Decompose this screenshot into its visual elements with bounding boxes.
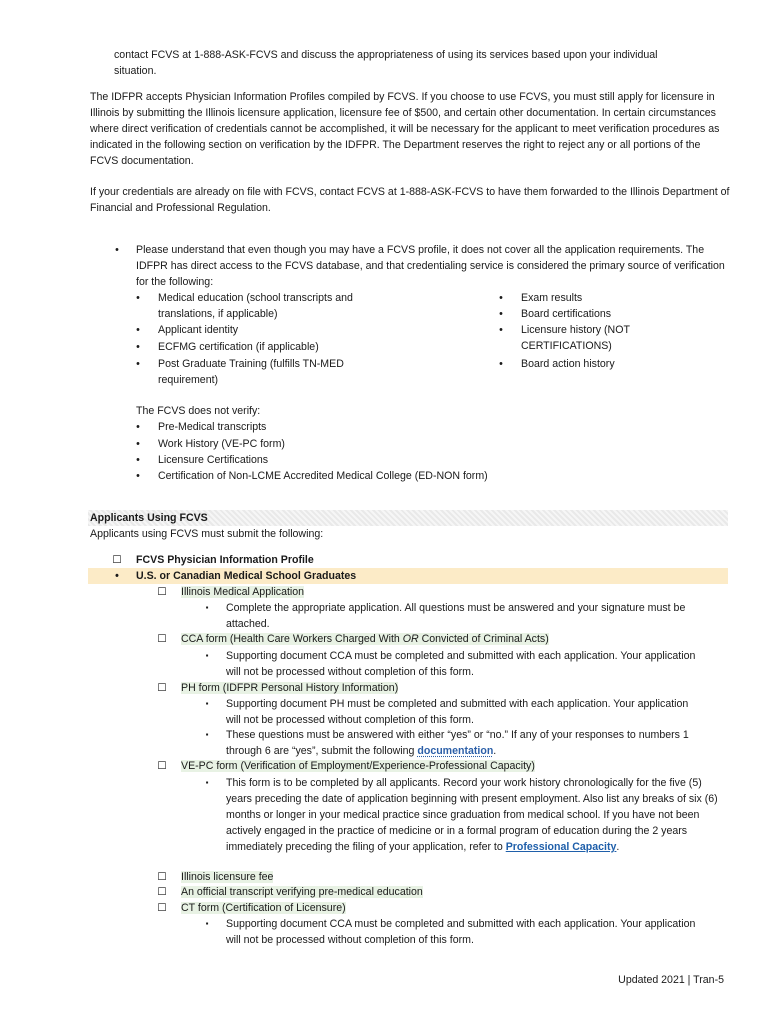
not-verified-item: Work History (VE-PC form)	[158, 438, 285, 450]
section-intro: Applicants using FCVS must submit the following:	[90, 528, 324, 540]
vepc-form-note	[226, 775, 724, 855]
ph-form-label: PH form (IDFPR Personal History Information)	[181, 682, 399, 694]
verified-item: Applicant identity	[158, 324, 239, 336]
checkbox-icon: ☐	[157, 682, 167, 694]
bullet-glyph: •	[136, 438, 140, 450]
bullet-glyph: •	[115, 244, 119, 256]
illinois-application-note: Complete the appropriate application. All questions must be answered and your signature must be attached.	[226, 602, 686, 630]
square-bullet-icon: ▪	[205, 699, 209, 708]
checkbox-icon: ☐	[157, 871, 167, 883]
licensure-fee-label: Illinois licensure fee	[181, 871, 274, 883]
cca-form-note: Supporting document CCA must be completed and submitted with each application. Your application will not be processed without completion of this form.	[226, 650, 696, 678]
checkbox-icon: ☐	[157, 633, 167, 645]
credentials-on-file-paragraph: If your credentials are already on file with FCVS, contact FCVS at 1-888-ASK-FCVS to have them forwarded to the Illinois Department of Financial and Professional Regulation.	[90, 186, 730, 214]
documentation-link[interactable]: documentation	[417, 745, 494, 757]
vepc-note-text: This form is to be completed by all applicants. Record your work history chronologically for the five (5) years preceding the date of application beginning with present employment. Also list any breaks of six (6) months or longer in your medical practice since graduation from medical school. If you have not been actively engaged in the practice of medicine or in a formal program of education during the 2 years immediately preceding the filing of your application, refer to	[226, 777, 718, 853]
verified-item: Exam results	[521, 292, 583, 304]
verified-item: Licensure history (NOT CERTIFICATIONS)	[521, 324, 630, 352]
verified-item: Board certifications	[521, 308, 612, 320]
square-bullet-icon: ▪	[205, 778, 209, 787]
professional-capacity-link[interactable]: Professional Capacity	[505, 841, 617, 853]
checkbox-icon: ☐	[157, 886, 167, 898]
understand-bullet-text: Please understand that even though you may have a FCVS profile, it does not cover all the application requirements. The IDFPR has direct access to the FCVS database, and that credentialing service is considered the primary source of verification for the following:	[136, 244, 725, 288]
not-verify-heading: The FCVS does not verify:	[136, 405, 261, 417]
square-bullet-icon: ▪	[205, 730, 209, 739]
vepc-form-label: VE-PC form (Verification of Employment/Experience-Professional Capacity)	[181, 760, 535, 772]
ct-form-note: Supporting document CCA must be completed and submitted with each application. Your application will not be processed without completion of this form.	[226, 918, 696, 946]
checkbox-icon: ☐	[157, 902, 167, 914]
bullet-glyph: •	[136, 454, 140, 466]
cca-label-or: OR	[402, 633, 419, 645]
bullet-glyph: •	[115, 570, 119, 582]
illinois-application-label: Illinois Medical Application	[181, 586, 305, 598]
idfpr-accepts-paragraph: The IDFPR accepts Physician Information Profiles compiled by FCVS. If you choose to use FCVS, you must still apply for licensure in Illinois by submitting the Illinois licensure application, licensure fee of $500, and certain other documentation. In certain circumstances where direct verification of credentials cannot be accomplished, it will be necessary for the applicant to meet verification procedures as indicated in the following section on verification by the IDFPR. The Department reserves the right to reject any or all portions of the FCVS documentation.	[90, 91, 720, 167]
not-verified-item: Pre-Medical transcripts	[158, 421, 267, 433]
bullet-glyph: •	[136, 421, 140, 433]
ph-note-2-end: .	[493, 745, 497, 757]
cca-label-post: Convicted of Criminal Acts)	[418, 633, 549, 645]
ph-note-2-text: These questions must be answered with either “yes” or “no.” If any of your responses to numbers 1 through 6 are “yes”, submit the following	[226, 729, 689, 757]
not-verified-item: Certification of Non-LCME Accredited Medical College (ED-NON form)	[158, 470, 488, 482]
verified-item: Board action history	[521, 358, 615, 370]
ph-form-note-2	[226, 727, 696, 759]
bullet-glyph: •	[136, 324, 140, 336]
square-bullet-icon: ▪	[205, 651, 209, 660]
intro-line-2: situation.	[114, 65, 157, 77]
graduates-heading: U.S. or Canadian Medical School Graduates	[136, 570, 357, 582]
cca-label-pre: CCA form (Health Care Workers Charged With	[181, 633, 403, 645]
square-bullet-icon: ▪	[205, 919, 209, 928]
not-verified-item: Licensure Certifications	[158, 454, 269, 466]
checkbox-icon: ☐	[157, 586, 167, 598]
checkbox-icon: ☐	[112, 554, 122, 566]
bullet-glyph: •	[136, 358, 140, 370]
square-bullet-icon: ▪	[205, 603, 209, 612]
section-title: Applicants Using FCVS	[90, 512, 208, 524]
checkbox-icon: ☐	[157, 760, 167, 772]
bullet-glyph: •	[136, 470, 140, 482]
bullet-glyph: •	[136, 341, 140, 353]
verified-item: ECFMG certification (if applicable)	[158, 341, 319, 353]
ph-form-note-1: Supporting document PH must be completed and submitted with each application. Your application will not be processed without completion of this form.	[226, 698, 689, 726]
verified-item: Post Graduate Training (fulfills TN-MED requirement)	[158, 358, 344, 386]
bullet-glyph: •	[136, 292, 140, 304]
intro-line-1: contact FCVS at 1-888-ASK-FCVS and discuss the appropriateness of using its services based upon your individual	[114, 49, 658, 61]
page-footer: Updated 2021 | Tran-5	[618, 974, 724, 986]
bullet-glyph: •	[499, 292, 503, 304]
cca-form-label	[181, 633, 549, 645]
ct-form-label: CT form (Certification of Licensure)	[181, 902, 346, 914]
bullet-glyph: •	[499, 358, 503, 370]
bullet-glyph: •	[499, 324, 503, 336]
bullet-glyph: •	[499, 308, 503, 320]
vepc-note-end: .	[616, 841, 620, 853]
verified-item: Medical education (school transcripts and translations, if applicable)	[158, 292, 353, 320]
fcvs-profile-item: FCVS Physician Information Profile	[136, 554, 314, 566]
transcript-label: An official transcript verifying pre-medical education	[181, 886, 423, 898]
